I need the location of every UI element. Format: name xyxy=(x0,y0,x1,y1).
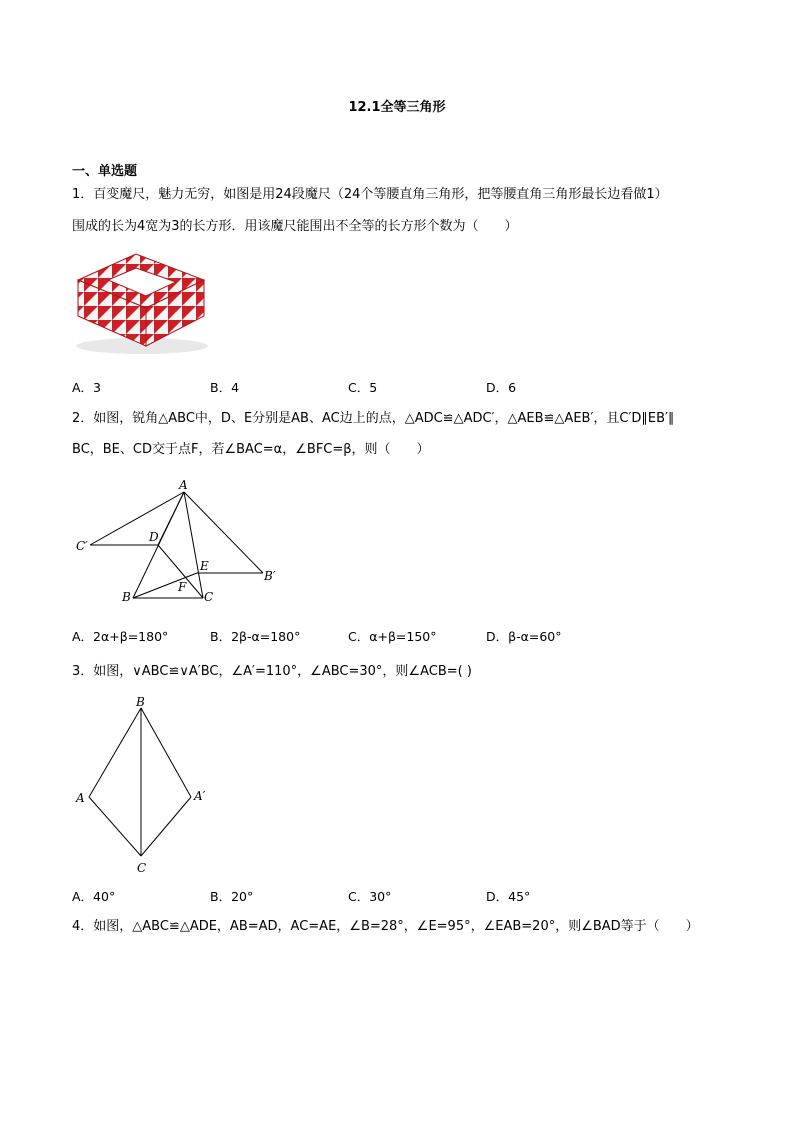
q1-option-b[interactable]: B．4 xyxy=(210,380,240,395)
question-4-line-1: 4．如图，△ABC≌△ADE，AB=AD，AC=AE，∠B=28°，∠E=95°，∠EAB=20°，则∠BAD等于（ ） xyxy=(72,919,699,934)
section-heading: 一、单选题 xyxy=(72,164,138,179)
q2-option-c[interactable]: C．α+β=150° xyxy=(348,629,437,644)
label-e: E xyxy=(200,559,209,573)
q1-option-d[interactable]: D．6 xyxy=(486,380,517,395)
label-c-prime: C′ xyxy=(76,539,88,553)
q2-option-b[interactable]: B．2β-α=180° xyxy=(210,629,301,644)
label-b-prime: B′ xyxy=(264,569,276,583)
q2-option-a[interactable]: A．2α+β=180° xyxy=(72,629,169,644)
q1-option-a[interactable]: A．3 xyxy=(72,380,102,395)
label-c: C xyxy=(204,590,214,604)
question-3-line-1: 3．如图，∨ABC≌∨A′BC，∠A′=110°，∠ABC=30°，则∠ACB=( ) xyxy=(72,664,472,679)
question-2-line-2: BC，BE、CD交于点F，若∠BAC=α，∠BFC=β，则（ ） xyxy=(72,442,430,457)
label-a-prime-q3: A′ xyxy=(194,789,206,803)
kite-figure-q3 xyxy=(70,692,220,882)
label-a: A xyxy=(179,478,188,492)
q3-option-d[interactable]: D．45° xyxy=(486,889,531,904)
q3-option-c[interactable]: C．30° xyxy=(348,889,392,904)
label-f: F xyxy=(178,580,187,594)
q3-option-a[interactable]: A．40° xyxy=(72,889,116,904)
page-title: 12.1全等三角形 xyxy=(348,100,446,115)
label-c-q3: C xyxy=(137,861,147,875)
label-a-q3: A xyxy=(76,791,85,805)
question-1-line-1: 1．百变魔尺，魅力无穷，如图是用24段魔尺（24个等腰直角三角形，把等腰直角三角形最长边看做1） xyxy=(72,187,668,202)
label-b: B xyxy=(122,590,131,604)
triangle-figure-q2 xyxy=(70,474,290,610)
label-b-q3: B xyxy=(136,695,145,709)
q3-option-b[interactable]: B．20° xyxy=(210,889,254,904)
q2-option-d[interactable]: D．β-α=60° xyxy=(486,629,562,644)
label-d: D xyxy=(149,530,159,544)
magic-ruler-figure xyxy=(70,250,210,360)
question-1-line-2: 围成的长为4宽为3的长方形．用该魔尺能围出不全等的长方形个数为（ ） xyxy=(72,219,518,234)
question-2-line-1: 2．如图，锐角△ABC中，D、E分别是AB、AC边上的点，△ADC≌△ADC′，△AEB≌△AEB′，且C′D∥EB′∥ xyxy=(72,411,675,426)
q1-option-c[interactable]: C．5 xyxy=(348,380,378,395)
